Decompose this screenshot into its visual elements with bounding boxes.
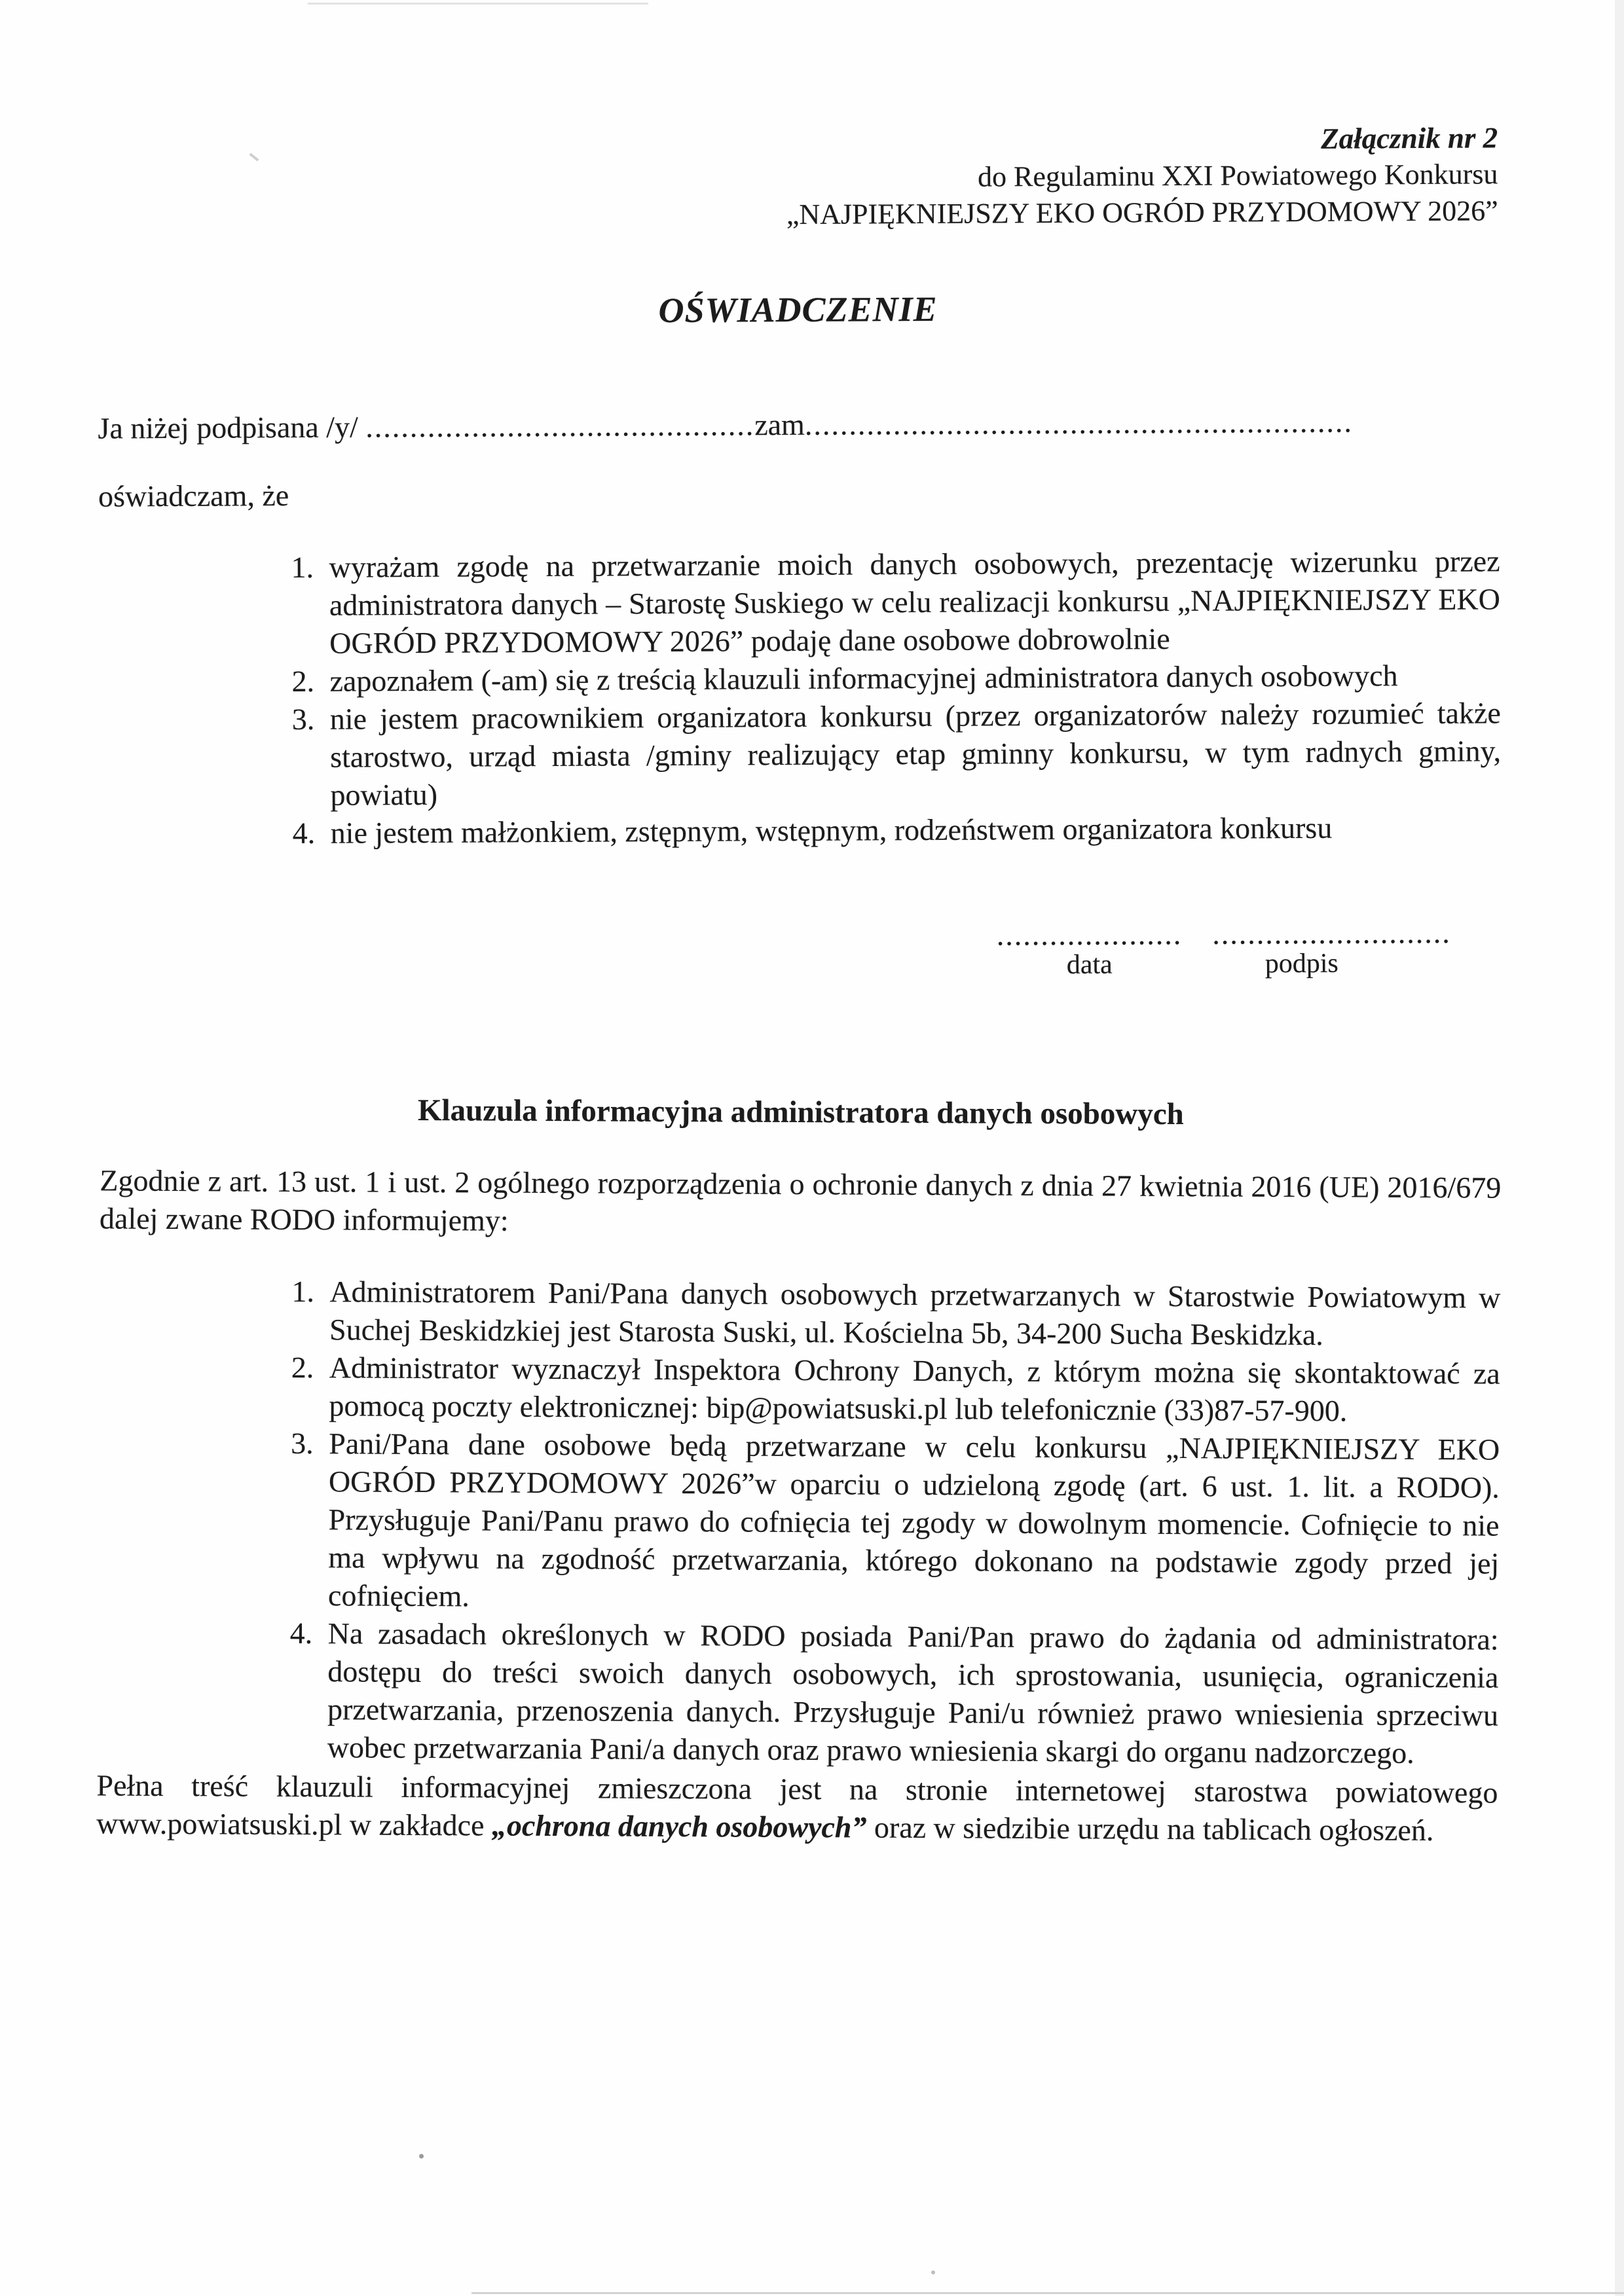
clause-footer-emphasis: „ochrona danych osobowych” [491,1808,867,1844]
scan-artifact-right-band [1615,0,1624,2296]
declarant-line-prefix: Ja niżej podpisana /y/ [98,410,366,445]
address-fill-dots: .............................................................. [804,405,1354,441]
clause-heading: Klauzula informacyjna administratora danych osobowych [417,1093,1184,1132]
clause-item-2: 2. Administrator wyznaczył Inspektora Ochrony Danych, z którym można się skontaktować za pomocą poczty elektronicznej: bip@powiatsuski.pl lub telefonicznie (33)87-57-900. [321,1349,1500,1430]
clause-intro: Zgodnie z art. 13 ust. 1 i ust. 2 ogólnego rozporządzenia o ochronie danych z dnia 27 kwietnia 2016 (UE) 2016/679 dalej zwane RODO informujemy: [99,1163,1502,1237]
clause-footer [96,1766,1498,1850]
clause-item-3: 3. Pani/Pana dane osobowe będą przetwarzane w celu konkursu „NAJPIĘKNIEJSZY EKO OGRÓD PRZYDOMOWY 2026”w oparciu o udzieloną zgodę (art. 6 ust. 1. lit. a RODO). Przysługuje Pani/Panu prawo do cofnięcia tej zgody w dowolnym momencie. Cofnięcie to nie ma wpływu na zgodność przetwarzania, którego dokonano na podstawie zgody przed jej cofnięciem. [320,1425,1500,1620]
signature-block [991,915,1502,982]
attachment-number: Załącznik nr 2 [1321,121,1498,155]
declaration-item-4: 4. nie jestem małżonkiem, zstępnym, wstępnym, rodzeństwem organizatora konkursu [323,808,1502,852]
attachment-header [96,0,1498,237]
declarant-line [98,402,1499,447]
scan-artifact-bottom-line [471,2292,1624,2294]
declaration-list [98,542,1501,853]
signature-field [1207,915,1456,981]
signature-label: podpis [1264,948,1338,979]
document-content [98,0,1500,1846]
date-fill-dots: ..................... [996,917,1183,952]
declaration-item-3: 3. nie jestem pracownikiem organizatora konkursu (przez organizatorów należy rozumieć także starostwo, urząd miasta /gminy realizujący etap gminny konkursu, w tym radnych gminy, powiatu) [322,694,1502,814]
declaration-item-1: 1. wyrażam zgodę na przetwarzanie moich danych osobowych, prezentację wizerunku przez administratora danych – Starostę Suskiego w celu realizacji konkursu „NAJPIĘKNIEJSZY EKO OGRÓD PRZYDOMOWY 2026” podaję dane osobowe dobrowolnie [321,542,1500,662]
regulation-reference: do Regulaminu XXI Powiatowego Konkursu [977,158,1498,193]
document-title: OŚWIADCZENIE [658,289,938,331]
clause-footer-text-end: oraz w siedzibie urzędu na tablicach ogłoszeń. [866,1810,1434,1848]
scan-artifact-dot [419,2154,424,2159]
clause-item-4: 4. Na zasadach określonych w RODO posiada Pani/Pan prawo do żądania od administratora: dostępu do treści swoich danych osobowych, ich sprostowania, usunięcia, ograniczenia przetwarzania, przenoszenia danych. Przysługuje Pani/u również prawo wniesienia sprzeciwu wobec przetwarzania Pani/a danych oraz prawo wniesienia skargi do organu nadzorczego. [320,1614,1499,1772]
name-fill-dots: ............................................ [365,408,755,444]
clause-footer-text-start: Pełna treść klauzuli informacyjnej zmieszczona jest na stronie internetowej starostwa powiatowego www.powiatsuski.pl w zakładce [96,1768,1498,1842]
date-label: data [1066,949,1113,980]
date-field [991,917,1187,983]
zam-label: zam [754,407,805,442]
declaration-section [96,0,1502,987]
scan-artifact-dot [931,2270,935,2274]
clause-list [97,1271,1501,1772]
declaration-lead: oświadczam, że [98,479,289,513]
signature-fill-dots: ........................... [1212,915,1451,951]
declaration-item-2: 2. zapoznałem (-am) się z treścią klauzuli informacyjnej administratora danych osobowych [322,656,1500,700]
information-clause-section [96,1089,1502,1850]
clause-item-1: 1. Administratorem Pani/Pana danych osobowych przetwarzanych w Starostwie Powiatowym w Suchej Beskidzkiej jest Starosta Suski, ul. Kościelna 5b, 34-200 Sucha Beskidzka. [322,1273,1501,1355]
contest-name: „NAJPIĘKNIEJSZY EKO OGRÓD PRZYDOMOWY 2026” [786,194,1498,231]
